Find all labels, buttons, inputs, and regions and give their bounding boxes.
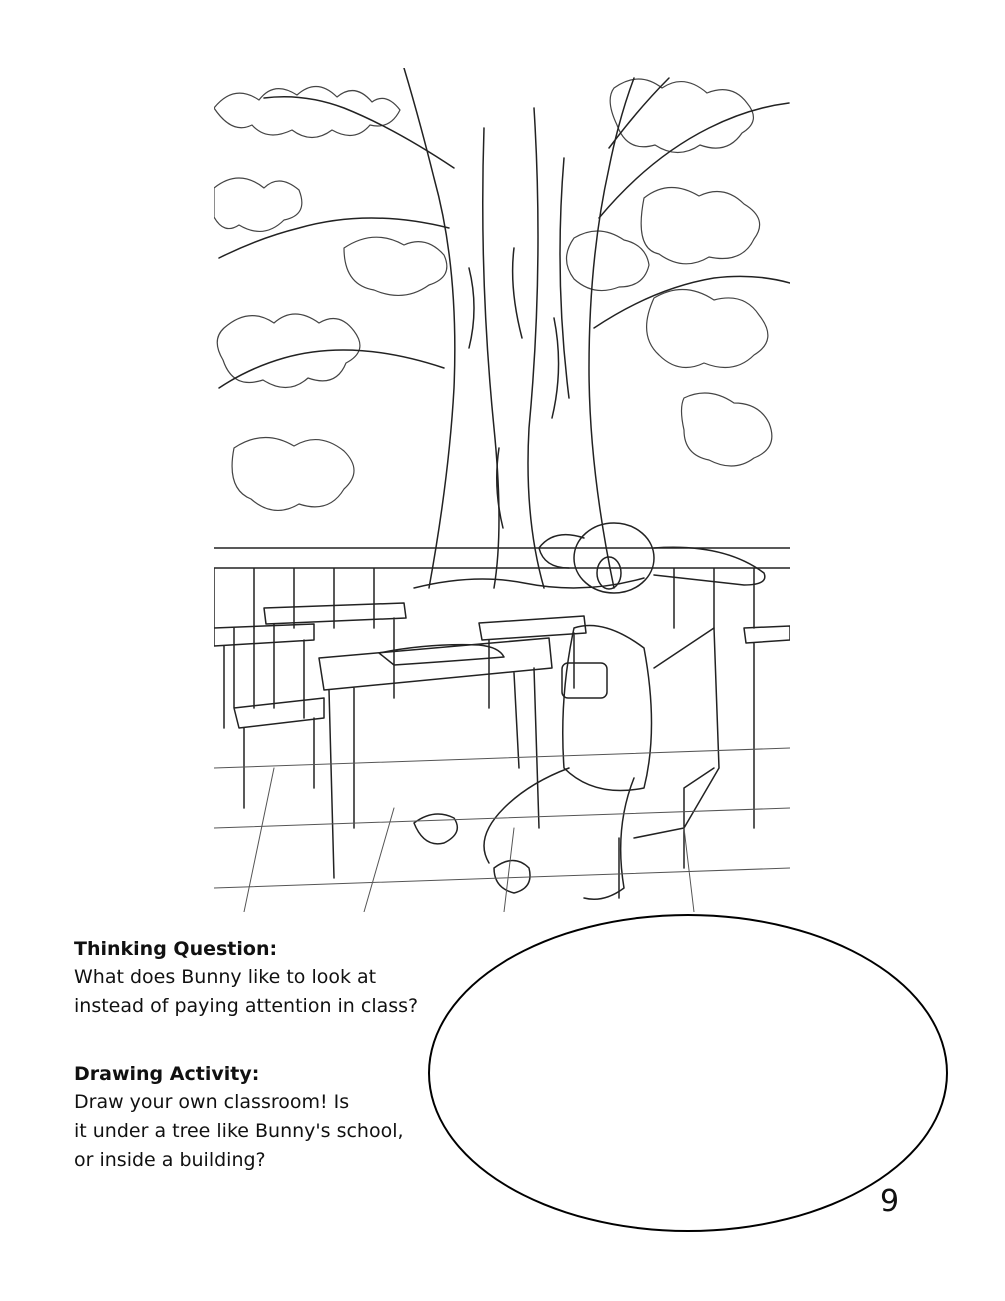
drawing-activity-line-2: it under a tree like Bunny's school, <box>74 1120 404 1142</box>
desks-and-chairs <box>214 603 790 878</box>
drawing-area-oval[interactable] <box>428 914 948 1232</box>
thinking-question-line-1: What does Bunny like to look at <box>74 966 377 988</box>
drawing-activity-section <box>74 1061 454 1175</box>
fence <box>214 548 790 628</box>
drawing-activity-heading: Drawing Activity: <box>74 1063 260 1085</box>
tree-classroom-drawing <box>214 68 790 912</box>
thinking-question-section <box>74 936 454 1021</box>
thinking-question-heading: Thinking Question: <box>74 938 278 960</box>
thinking-question-line-2: instead of paying attention in class? <box>74 995 419 1017</box>
drawing-activity-line-3: or inside a building? <box>74 1149 266 1171</box>
drawing-activity-line-1: Draw your own classroom! Is <box>74 1091 350 1113</box>
page-number: 9 <box>880 1184 900 1219</box>
coloring-illustration <box>214 68 790 912</box>
foliage <box>214 79 772 510</box>
